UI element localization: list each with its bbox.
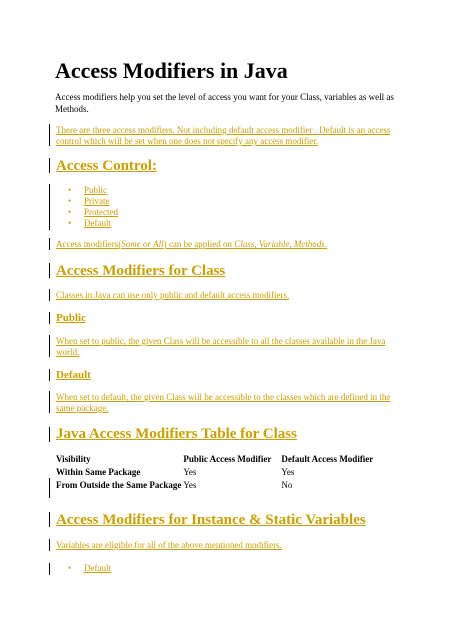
revision-bar: [49, 335, 50, 357]
applied-suffix: .: [324, 239, 328, 249]
applied-italic-targets: Class, Variable, Methods: [234, 239, 325, 249]
list-item: [68, 196, 118, 207]
list-item-label[interactable]: Default: [84, 218, 111, 228]
revision-bar: [49, 263, 50, 278]
intro-paragraph: Access modifiers help you set the level of access you want for your Class, variables as well as Methods.: [55, 92, 394, 114]
revision-bar: [49, 289, 50, 301]
default-heading: Default: [56, 369, 91, 381]
revision-bar: [49, 563, 50, 575]
applied-prefix: Access modifiers(: [56, 239, 122, 249]
list-item-label[interactable]: Private: [84, 196, 110, 206]
class-modifiers-note: Classes in Java can use only public and default access modifiers.: [56, 290, 290, 300]
table-row: [56, 479, 379, 492]
list-item: [68, 185, 118, 196]
list-item-label[interactable]: Protected: [84, 207, 118, 217]
applied-middle: ) can be applied on: [163, 239, 235, 249]
bullet-icon: •: [68, 207, 72, 217]
bullet-icon: •: [68, 563, 72, 573]
revision-bar: [49, 184, 50, 230]
table-header-cell: Default Access Modifier: [281, 454, 374, 464]
table-row: [56, 466, 379, 479]
revision-bar: [49, 391, 50, 413]
page-title: Access Modifiers in Java: [55, 58, 288, 83]
table-cell: Yes: [281, 467, 295, 477]
list-item: [68, 207, 118, 218]
table-header-cell: Visibility: [56, 454, 91, 464]
table-cell: No: [281, 480, 293, 490]
revision-bar: [49, 312, 50, 324]
revision-bar: [49, 238, 50, 250]
table-cell: From Outside the Same Package: [56, 480, 182, 490]
access-modifiers-note: There are three access modifiers. Not including default access modifier . Default is an access control which will be set when one does not specify any access modifier.: [56, 125, 391, 146]
class-modifiers-heading: Access Modifiers for Class: [56, 263, 226, 279]
bullet-icon: •: [68, 185, 72, 195]
variables-list: [68, 563, 111, 574]
table-cell: Within Same Package: [56, 467, 141, 477]
table-cell: Yes: [183, 467, 197, 477]
default-description: When set to default, the given Class will be accessible to the classes which are defined in the same package.: [56, 392, 391, 413]
revision-bar: [49, 124, 50, 146]
variables-heading: Access Modifiers for Instance & Static Variables: [56, 512, 366, 528]
list-item: [68, 563, 111, 574]
revision-bar: [49, 512, 50, 527]
applied-on-note: [56, 239, 408, 250]
revision-bar: [49, 478, 50, 498]
public-heading: Public: [56, 312, 86, 324]
table-cell: Yes: [183, 480, 197, 490]
list-item: [68, 218, 118, 229]
revision-bar: [49, 369, 50, 381]
table-header-cell: Public Access Modifier: [183, 454, 272, 464]
revision-bar: [49, 427, 50, 442]
revision-bar: [49, 158, 50, 173]
list-item-label[interactable]: Default: [84, 563, 111, 573]
bullet-icon: •: [68, 218, 72, 228]
revision-bar: [49, 539, 50, 551]
bullet-icon: •: [68, 196, 72, 206]
public-description: When set to public, the given Class will be accessible to all the classes available in the Java world.: [56, 336, 386, 357]
variables-note: Variables are eligible for all of the above mentioned modifiers.: [56, 540, 282, 550]
table-header-row: [56, 453, 379, 466]
table-section-heading: Java Access Modifiers Table for Class: [56, 426, 297, 442]
applied-italic-some-or-all: Some or All: [121, 239, 164, 249]
list-item-label[interactable]: Public: [84, 185, 108, 195]
access-modifiers-table: [56, 453, 379, 492]
access-control-list: [68, 185, 118, 229]
access-control-heading: Access Control:: [56, 158, 157, 174]
